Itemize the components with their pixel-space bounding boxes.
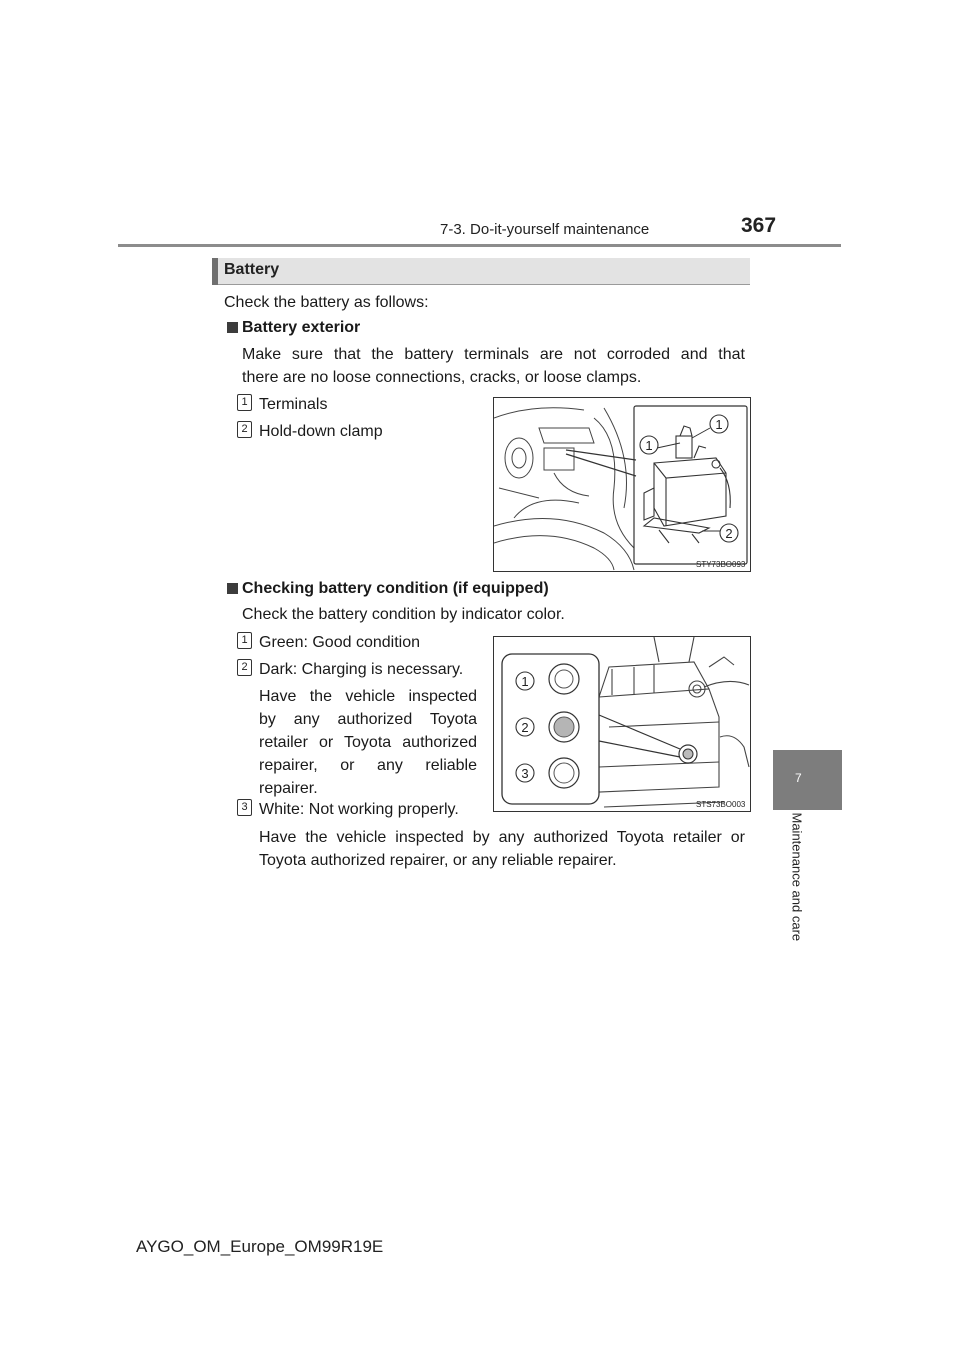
callout-label: 2 [521, 720, 529, 735]
figure-code: STS73BO003 [696, 800, 746, 809]
callout-1b [710, 415, 728, 433]
callout-3 [516, 764, 534, 782]
dark-note-line: repairer. [259, 780, 318, 797]
item-number-box: 3 [237, 799, 252, 816]
section-heading-bar [212, 258, 750, 285]
exterior-item-clamp: Hold-down clamp [259, 423, 383, 440]
figure-code: STY73BO093 [696, 560, 746, 569]
footer-doc-id: AYGO_OM_Europe_OM99R19E [136, 1237, 384, 1256]
exterior-item-terminals: Terminals [259, 396, 328, 413]
dark-note-line: by any authorized Toyota [259, 711, 477, 728]
condition-heading: Checking battery condition (if equipped) [242, 580, 549, 597]
section-title: Battery [224, 261, 280, 278]
section-heading-accent [212, 258, 218, 285]
callout-label: 3 [521, 766, 529, 781]
bullet-square [227, 583, 238, 594]
item-number-box: 2 [237, 421, 252, 438]
callout-2 [720, 524, 738, 542]
chapter-tab-label: Maintenance and care [789, 812, 805, 942]
callout-label: 1 [521, 674, 529, 689]
condition-item-white: White: Not working properly. [259, 801, 459, 818]
bullet-square [227, 322, 238, 333]
callout-2 [516, 718, 534, 736]
white-note-line2: Toyota authorized repairer, or any reliable repairer. [259, 852, 617, 869]
battery-exterior-figure [493, 397, 751, 572]
callout-label: 1 [715, 417, 723, 432]
header-section-title: 7-3. Do-it-yourself maintenance [440, 221, 650, 238]
intro-text: Check the battery as follows: [224, 294, 429, 311]
condition-item-dark: Dark: Charging is necessary. [259, 661, 464, 678]
callout-label: 1 [645, 438, 653, 453]
chapter-tab[interactable] [773, 750, 842, 810]
chapter-tab-number: 7 [795, 771, 802, 785]
dark-note-line: Have the vehicle inspected [259, 688, 477, 705]
exterior-heading: Battery exterior [242, 319, 361, 336]
battery-exterior-illustration [494, 398, 750, 571]
white-note-line1: Have the vehicle inspected by any authorized Toyota retailer or [259, 829, 745, 846]
item-number-box: 1 [237, 632, 252, 649]
exterior-body-line1: Make sure that the battery terminals are not corroded and that [242, 346, 745, 363]
item-number-box: 1 [237, 394, 252, 411]
exterior-body-line2: there are no loose connections, cracks, or loose clamps. [242, 369, 642, 386]
header-rule [118, 244, 841, 247]
callout-1a [640, 436, 658, 454]
condition-intro: Check the battery condition by indicator color. [242, 606, 565, 623]
item-number-box: 2 [237, 659, 252, 676]
battery-indicator-illustration [494, 637, 750, 811]
dark-note-line: repairer, or any reliable [259, 757, 477, 774]
page-number: 367 [741, 214, 777, 237]
chapter-tab-label-wrap [788, 812, 805, 968]
condition-item-green: Green: Good condition [259, 634, 420, 651]
dark-note-line: retailer or Toyota authorized [259, 734, 477, 751]
callout-label: 2 [725, 526, 733, 541]
battery-indicator-figure [493, 636, 751, 812]
callout-1 [516, 672, 534, 690]
